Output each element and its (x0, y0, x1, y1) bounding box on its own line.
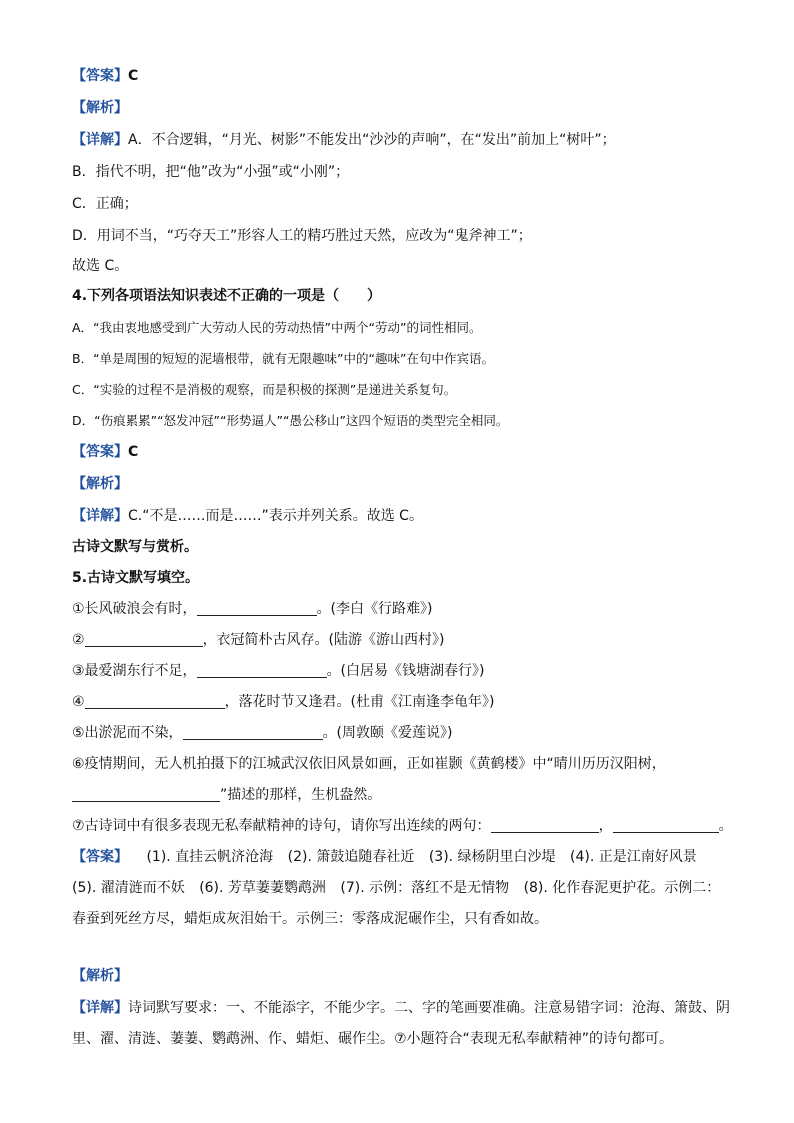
q3-detail-c: C．正确； (72, 196, 138, 212)
fill-blank-5[interactable] (183, 724, 323, 740)
q5-item-6-line1: ⑥疫情期间，无人机拍摄下的江城武汉依旧风景如画，正如崔颢《黄鹤楼》中“晴川历历汉阳树， (72, 756, 666, 772)
answer-1: (1). 直挂云帆济沧海 (146, 849, 274, 865)
fill-blank-7a[interactable] (491, 817, 599, 833)
q3-detail-b: B．指代不明，把“他”改为“小强”或“小刚”； (72, 164, 350, 180)
q5-answers: 【答案】 (1). 直挂云帆济沧海 (2). 箫鼓追随春社近 (3). 绿杨阴里白沙堤 (4). 正是江南好风景 (5). 濯清涟而不妖 (6). 芳草萋萋鹦鹉洲 (7). 示例：落红不是无情物 (8). 化作春泥更护花。示例二：春蚕到死丝方尽，蜡炬成灰泪始干。示例三：零落成泥碾作尘，只有香如故。 (72, 849, 721, 927)
q4-option-a: A．“我由衷地感受到广大劳动人民的劳动热情”中两个“劳动”的词性相同。 (72, 320, 482, 335)
q4-analysis-label: 【解析】 (72, 476, 128, 492)
q4-detail: 【详解】C.“不是……而是……”表示并列关系。故选 C。 (72, 508, 423, 524)
fill-blank-1[interactable] (197, 600, 317, 616)
fill-blank-7b[interactable] (613, 817, 719, 833)
answer-3: (3). 绿杨阴里白沙堤 (428, 849, 556, 865)
q5-stem: 5.古诗文默写填空。 (72, 570, 200, 586)
q4-stem: 4.下列各项语法知识表述不正确的一项是（ ） (72, 288, 382, 304)
q5-item-1: ①长风破浪会有时， 。(李白《行路难》) (72, 601, 433, 617)
q5-item-3: ③最爱湖东行不足， 。(白居易《钱塘湖春行》) (72, 663, 485, 679)
q4-option-d: D．“伤痕累累”“怒发冲冠”“形势逼人”“愚公移山”这四个短语的类型完全相同。 (72, 413, 509, 428)
answer-value: C (128, 68, 139, 84)
answer-8: (8). 化作春泥更护花。示例二：春蚕到死丝方尽，蜡炬成灰泪始干。示例三：零落成泥碾作尘，只有香如故。 (72, 880, 721, 927)
fill-blank-4[interactable] (85, 693, 225, 709)
q5-item-4: ④ ，落花时节又逢君。(杜甫《江南逢李龟年》) (72, 694, 495, 710)
q5-analysis-label: 【解析】 (72, 968, 128, 984)
answer-5: (5). 濯清涟而不妖 (72, 880, 185, 896)
q3-detail-a: 【详解】A．不合逻辑，“月光、树影”不能发出“沙沙的声响”，在“发出”前加上“树叶”； (72, 132, 616, 148)
q4-option-b: B．“单是周围的短短的泥墙根带，就有无限趣味”中的“趣味”在句中作宾语。 (72, 351, 494, 366)
answer-7: (7). 示例：落红不是无情物 (340, 880, 510, 896)
q3-analysis-label: 【解析】 (72, 100, 128, 116)
detail-label: 【详解】 (72, 132, 128, 148)
q3-answer-line (72, 66, 138, 86)
section-title: 古诗文默写与赏析。 (72, 539, 198, 555)
answer-4: (4). 正是江南好风景 (570, 849, 697, 865)
q4-answer-line: 【答案】C (72, 444, 139, 460)
q3-conclusion: 故选 C。 (72, 258, 129, 274)
q5-item-2: ② ，衣冠简朴古风存。(陆游《游山西村》) (72, 632, 445, 648)
fill-blank-3[interactable] (197, 662, 327, 678)
q4-option-c: C．“实验的过程不是消极的观察，而是积极的探测”是递进关系复句。 (72, 382, 457, 397)
fill-blank-6[interactable] (72, 786, 220, 802)
answer-6: (6). 芳草萋萋鹦鹉洲 (199, 880, 326, 896)
q5-detail: 【详解】诗词默写要求：一、不能添字，不能少字。二、字的笔画要准确。注意易错字词：沧海、箫鼓、阴里、濯、清涟、萋萋、鹦鹉洲、作、蜡炬、碾作尘。⑦小题符合“表现无私奉献精神”的诗句都可。 (72, 1000, 730, 1047)
q5-item-5: ⑤出淤泥而不染， 。(周敦颐《爱莲说》) (72, 725, 453, 741)
answer-label: 【答案】 (72, 68, 128, 84)
q5-item-6-line2: ”描述的那样，生机盎然。 (72, 785, 381, 805)
fill-blank-2[interactable] (85, 631, 203, 647)
answer-2: (2). 箫鼓追随春社近 (287, 849, 415, 865)
q5-item-7: ⑦古诗词中有很多表现无私奉献精神的诗句，请你写出连续的两句： ， 。 (72, 818, 733, 834)
q3-detail-d: D．用词不当，“巧夺天工”形容人工的精巧胜过天然，应改为“鬼斧神工”； (72, 228, 532, 244)
